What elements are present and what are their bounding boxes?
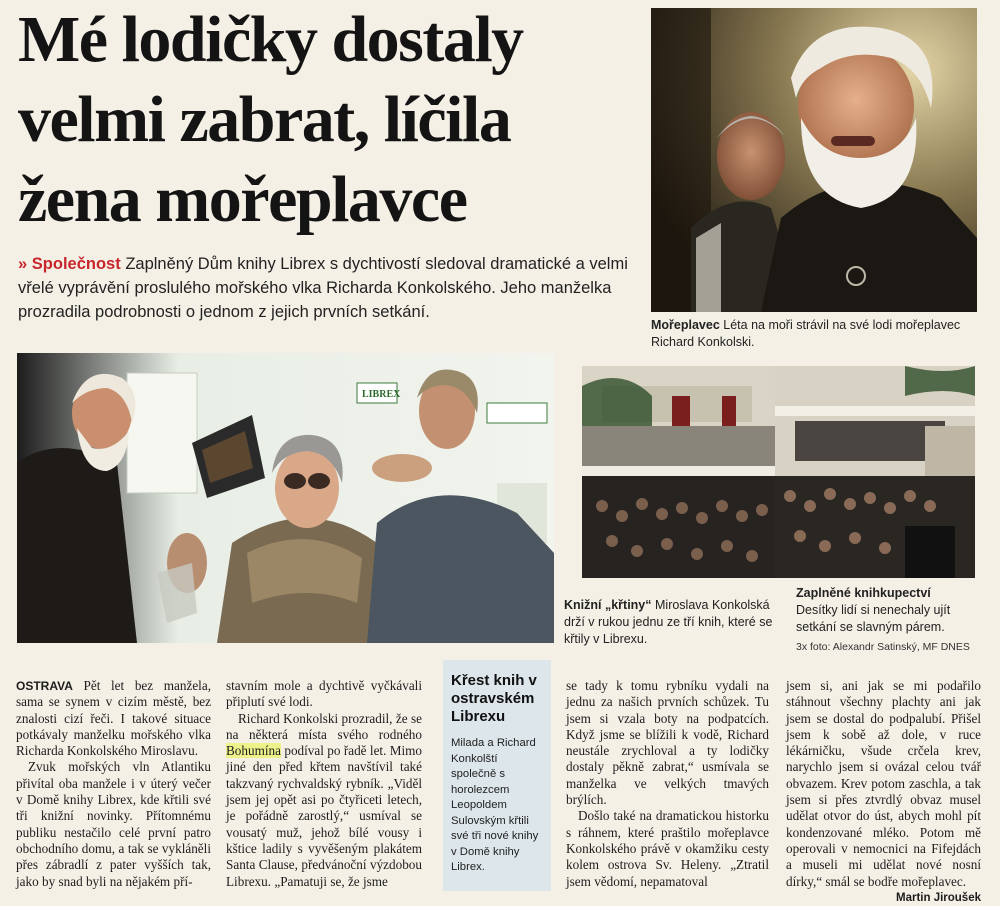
sidebar-text: Milada a Richard Konkolští společně s horolezcem Leopoldem Sulovským křtili své tři nové knihy v Domě knihy Librex.: [451, 737, 539, 873]
article-column-4: [786, 678, 981, 906]
caption-christening-title: Knižní „křtiny“: [564, 598, 652, 612]
article-column-3: [566, 678, 769, 890]
caption-seafarer-title: Mořeplavec: [651, 318, 720, 332]
caption-full-bookstore: [796, 585, 986, 656]
caption-seafarer-text: Léta na moři strávil na své lodi mořeplavec Richard Konkolski.: [651, 318, 961, 349]
col2-paragraph-2b: podíval po řadě let. Mimo jiné den před křtem navštívil také takzvaný rychvaldský rybník. „Viděl jsem jej opět asi po čtyřiceti letech, je pořádně zarostlý,“ usmíval se vousatý muž, jehož bílé vousy i kštice ladily s vyvěšeným plakátem Santa Clause, předvánoční výzdobou Librexu. „Pamatuji se, že jsme: [226, 743, 423, 889]
dateline: OSTRAVA: [16, 679, 73, 693]
headline-line-1: Mé lodičky dostaly: [18, 3, 523, 76]
librex-sign: LIBREX: [362, 389, 401, 400]
photo-bookstore-interior-2: [775, 366, 975, 578]
caption-bookstore-title: Zaplněné knihkupectví: [796, 586, 931, 600]
lead-text: Zaplněný Dům knihy Librex s dychtivostí sledoval dramatické a velmi vřelé vyprávění proslulého mořského vlka Richarda Konkolského. Jeho manželka prozradila podrobnosti o jednom z jejich prvních setkání.: [18, 255, 628, 321]
photo-bookstore-interior-1: [582, 366, 775, 578]
highlighted-town: Bohumína: [226, 743, 281, 759]
col4-paragraph-1: jsem si, ani jak se mi podařilo stáhnout všechny plachty ani jak jsem se dostal do podpalubí. Přišel jsem k sobě až dole, v ruce lékárničku, všude crčela krev, narychlo jsem si ovázal celou tvář obvazem. Krev potom zaschla, a tak jsem si přes ztvrdlý obvaz musel udělat otvor do úst, abych mohl pít kondenzované mléko. Potom mě operovali v nemocnici na Fifejdách a museli mi udělat nové nosní dírky,“ smál se bodře mořeplavec.: [786, 678, 981, 889]
sidebar-box: [443, 660, 551, 891]
col2-paragraph-2a: Richard Konkolski prozradil, že se na některá místa svého rodného: [226, 710, 422, 742]
rubric-label: Společnost: [31, 255, 121, 273]
caption-seafarer: [651, 317, 981, 351]
photo-credit: 3x foto: Alexandr Satinský, MF DNES: [796, 641, 970, 653]
headline: [18, 0, 648, 240]
sidebar-title: Křest knih v ostravském Librexu: [451, 672, 537, 725]
col3-paragraph-1: se tady k tomu rybníku vydali na jednu za našich prvních schůzek. Tu jsem si vzala boty na podpatcích. Když jsme se blížili k vodě, Richard neustále zrychloval a ty lodičky dostaly pěkně zabrat,“ usmívala se manželka ve velkých tmavých brýlích.: [566, 678, 769, 808]
author-signature: Martin Jiroušek: [896, 891, 981, 904]
headline-line-3: žena mořeplavce: [18, 163, 467, 236]
article-column-2: [226, 678, 422, 890]
col1-paragraph-1: Pět let bez manžela, sama se synem v cizím městě, bez znalosti cizí řeči. I takové situace potkávaly manželku mořského vlka Richarda Konkolského Miroslavu.: [16, 678, 211, 759]
col3-paragraph-2: Došlo také na dramatickou historku s ráhnem, které praštilo mořeplavce Konkolského právě v okamžiku cesty kolem ostrova Sv. Heleny. „Ztratil jsem vědomí, nepamatoval: [566, 808, 769, 889]
article-column-1: [16, 678, 211, 890]
photo-book-christening: [17, 353, 554, 643]
caption-book-christening: [564, 597, 784, 648]
col1-paragraph-2: Zvuk mořských vln Atlantiku přivítal oba manžele i v úterý večer v Domě knihy Librex, kde křtili své tři knižní novinky. Přítomnému publiku nestačilo celé první patro obchodního domu, a tak se vykláněli přes zábradlí z pater vyšších tak, jako by snad byli na nějakém pří-: [16, 759, 211, 889]
caption-bookstore-text: Desítky lidí si nenechaly ujít setkání se slavným párem.: [796, 603, 951, 634]
headline-line-2: velmi zabrat, líčila: [18, 83, 511, 156]
rubric-marker: »: [18, 255, 28, 273]
col2-paragraph-1: stavním mole a dychtivě vyčkávali připlutí své lodi.: [226, 678, 422, 710]
caption-christening-text: Miroslava Konkolská drží v rukou jednu ze tří knih, které se křtily v Librexu.: [564, 598, 773, 646]
photo-seafarer-portrait: [651, 8, 977, 312]
lead-paragraph: [18, 252, 648, 324]
